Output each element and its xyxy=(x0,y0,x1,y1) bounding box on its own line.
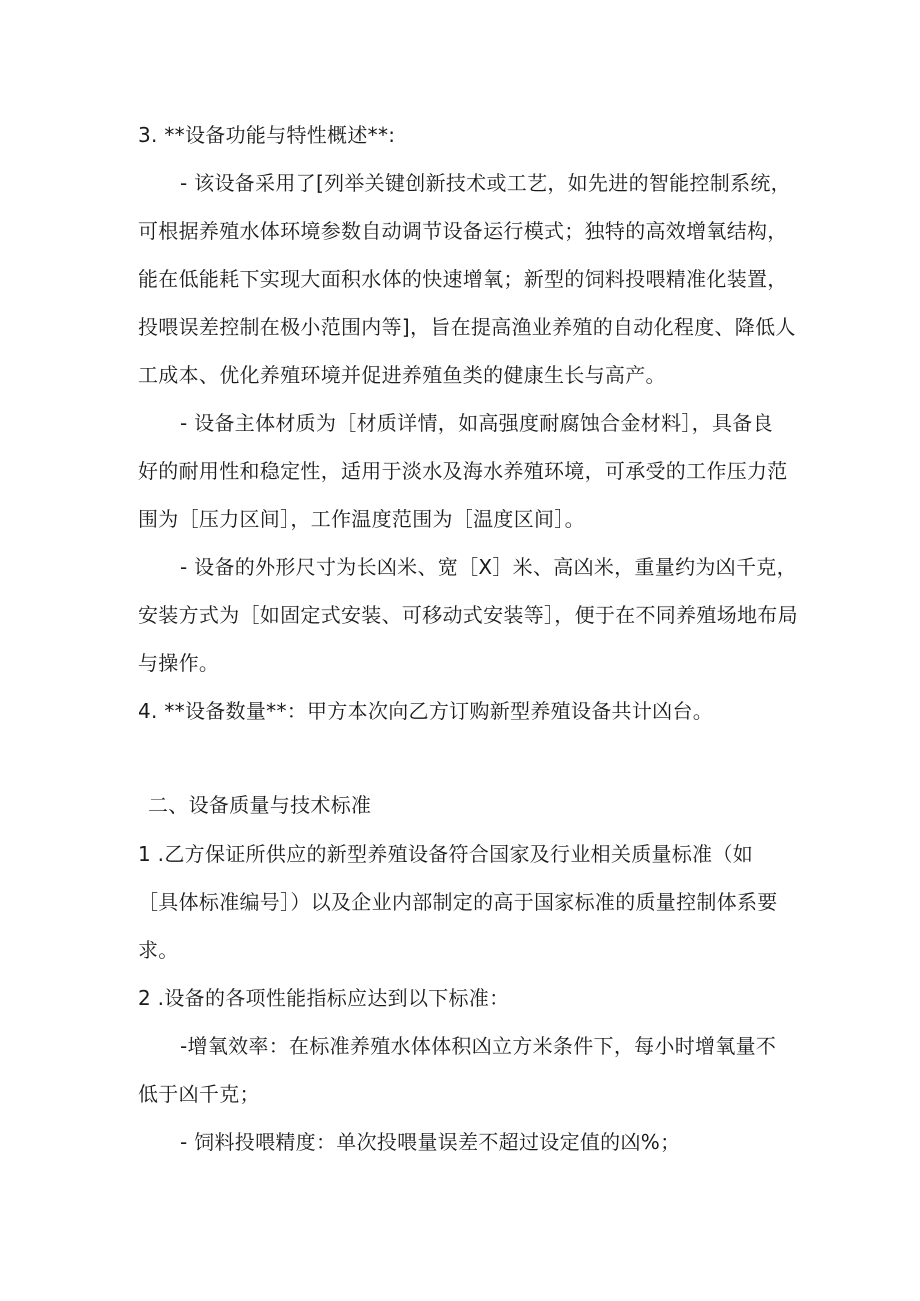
chapter-2-item-1-line-1: 1 .乙方保证所供应的新型养殖设备符合国家及行业相关质量标准（如 xyxy=(138,842,754,866)
section-3-heading: 3. **设备功能与特性概述**: xyxy=(138,123,396,147)
chapter-2-item-2-heading: 2 .设备的各项性能指标应达到以下标准： xyxy=(138,986,510,1010)
section-3-bullet-2-line-3: 围为［压力区间］，工作温度范围为［温度区间］。 xyxy=(138,507,585,531)
section-3-bullet-2-line-1: - 设备主体材质为［材质详情，如高强度耐腐蚀合金材料］，具备良 xyxy=(180,411,773,435)
section-3-bullet-3-line-3: 与操作。 xyxy=(138,651,220,675)
chapter-2-item-2-sub-2-line-1: - 饲料投喂精度：单次投喂量误差不超过设定值的凶%； xyxy=(180,1130,681,1154)
chapter-2-item-2-sub-1-line-2: 低于凶千克； xyxy=(138,1082,260,1106)
section-3-bullet-1-line-4: 投喂误差控制在极小范围内等]，旨在提高渔业养殖的自动化程度、降低人 xyxy=(138,315,796,339)
section-3-bullet-2-line-2: 好的耐用性和稳定性，适用于淡水及海水养殖环境，可承受的工作压力范 xyxy=(138,459,788,483)
chapter-2-item-1-line-2: ［具体标准编号］）以及企业内部制定的高于国家标准的质量控制体系要 xyxy=(138,890,778,914)
section-3-bullet-1-line-2: 可根据养殖水体环境参数自动调节设备运行模式；独特的高效增氧结构， xyxy=(138,219,788,243)
chapter-2-item-2-sub-1-line-1: -增氧效率：在标准养殖水体体积凶立方米条件下，每小时增氧量不 xyxy=(180,1034,777,1058)
section-3-bullet-3-line-2: 安装方式为［如固定式安装、可移动式安装等］，便于在不同养殖场地布局 xyxy=(138,603,798,627)
section-3-bullet-1-line-3: 能在低能耗下实现大面积水体的快速增氧；新型的饲料投喂精准化装置， xyxy=(138,267,788,291)
section-3-bullet-1-line-1: - 该设备采用了[列举关键创新技术或工艺，如先进的智能控制系统， xyxy=(180,171,791,195)
chapter-2-title: 二、设备质量与技术标准 xyxy=(148,793,372,817)
section-4-text: 4. **设备数量**：甲方本次向乙方订购新型养殖设备共计凶台。 xyxy=(138,699,714,723)
section-3-bullet-3-line-1: - 设备的外形尺寸为长凶米、宽［X］米、高凶米，重量约为凶千克， xyxy=(180,555,797,579)
chapter-2-item-1-line-3: 求。 xyxy=(138,938,179,962)
section-3-bullet-1-line-5: 工成本、优化养殖环境并促进养殖鱼类的健康生长与高产。 xyxy=(138,363,666,387)
